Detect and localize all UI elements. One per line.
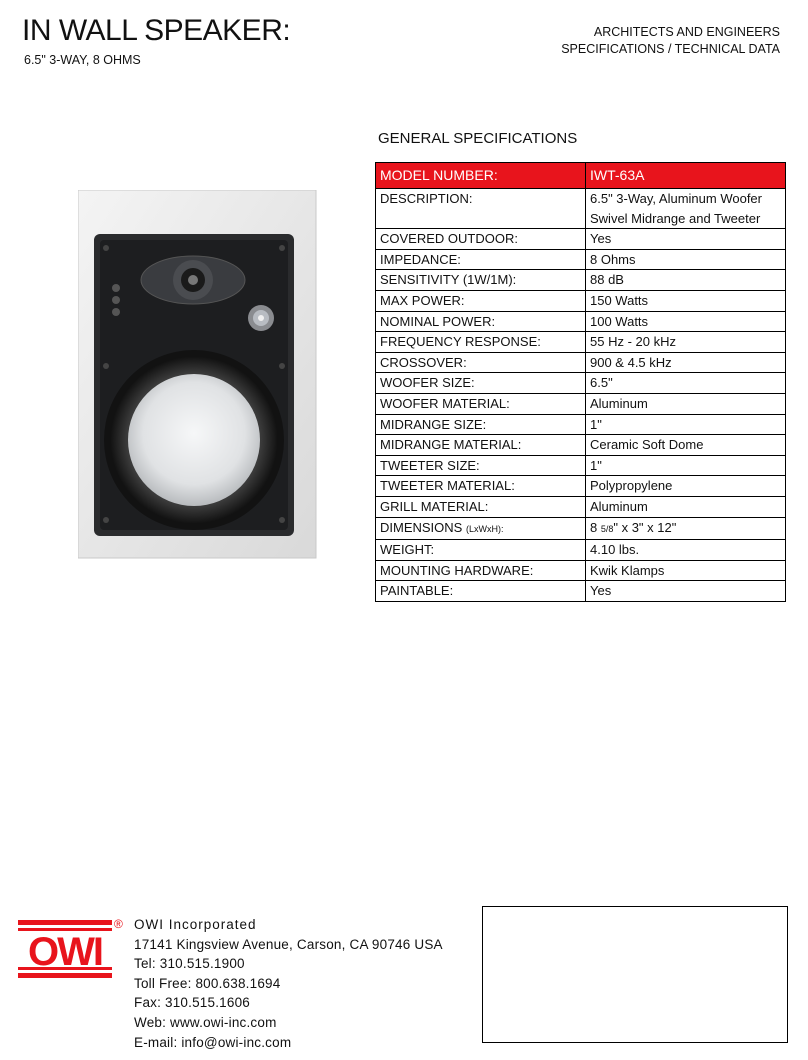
- table-row: [376, 581, 786, 602]
- table-row: [376, 476, 786, 497]
- spec-value: 150 Watts: [586, 290, 786, 311]
- spec-label: PAINTABLE:: [376, 581, 586, 602]
- section-title: GENERAL SPECIFICATIONS: [378, 130, 578, 147]
- spec-label-unit: (LxWxH):: [465, 523, 504, 534]
- spec-label: TWEETER MATERIAL:: [376, 476, 586, 497]
- spec-label: MIDRANGE MATERIAL:: [376, 435, 586, 456]
- header-right-line-2: SPECIFICATIONS / TECHNICAL DATA: [561, 42, 780, 56]
- spec-label: CROSSOVER:: [376, 352, 586, 373]
- speaker-product-image: [78, 190, 318, 560]
- page-subtitle: 6.5" 3-WAY, 8 OHMS: [24, 53, 141, 67]
- spec-value-rest: " x 3" x 12": [613, 519, 677, 535]
- table-row: [376, 393, 786, 414]
- model-number-value: IWT-63A: [586, 163, 786, 189]
- spec-value: Polypropylene: [586, 476, 786, 497]
- spec-value: Kwik Klamps: [586, 560, 786, 581]
- spec-label: COVERED OUTDOOR:: [376, 229, 586, 250]
- spec-value-whole: 8: [590, 519, 601, 535]
- spec-value: 8 Ohms: [586, 249, 786, 270]
- company-fax: Fax: 310.515.1606: [134, 995, 250, 1011]
- spec-label: FREQUENCY RESPONSE:: [376, 332, 586, 353]
- table-row: [376, 560, 786, 581]
- spec-value: 6.5": [586, 373, 786, 394]
- spec-value: Ceramic Soft Dome: [586, 435, 786, 456]
- spec-label: WEIGHT:: [376, 540, 586, 561]
- spec-label: [376, 517, 586, 540]
- spec-label: WOOFER MATERIAL:: [376, 393, 586, 414]
- table-row: [376, 435, 786, 456]
- table-row: [376, 332, 786, 353]
- spec-label: IMPEDANCE:: [376, 249, 586, 270]
- document-type-header: [561, 24, 780, 58]
- spec-value: 100 Watts: [586, 311, 786, 332]
- spec-value-fraction: 5/8: [600, 523, 614, 534]
- spec-label: MOUNTING HARDWARE:: [376, 560, 586, 581]
- spec-value-line-2: Swivel Midrange and Tweeter: [590, 210, 761, 226]
- spec-label: TWEETER SIZE:: [376, 455, 586, 476]
- spec-value: 88 dB: [586, 270, 786, 291]
- table-row: [376, 414, 786, 435]
- model-number-label: MODEL NUMBER:: [376, 163, 586, 189]
- company-web: Web: www.owi-inc.com: [134, 1014, 277, 1030]
- company-address: 17141 Kingsview Avenue, Carson, CA 90746 USA: [134, 936, 443, 952]
- table-row: [376, 290, 786, 311]
- spec-label: DESCRIPTION:: [376, 189, 586, 229]
- spec-value: 4.10 lbs.: [586, 540, 786, 561]
- table-row: [376, 540, 786, 561]
- table-row: [376, 517, 786, 540]
- page-title: IN WALL SPEAKER:: [22, 14, 291, 47]
- table-row: [376, 455, 786, 476]
- spec-value: 900 & 4.5 kHz: [586, 352, 786, 373]
- spec-label-text: DIMENSIONS: [380, 519, 463, 535]
- logo-text: OWI: [28, 930, 102, 974]
- spec-label: GRILL MATERIAL:: [376, 496, 586, 517]
- spec-value: 1": [586, 414, 786, 435]
- spec-value: 1": [586, 455, 786, 476]
- company-toll-free: Toll Free: 800.638.1694: [134, 975, 281, 991]
- spec-value: Aluminum: [586, 496, 786, 517]
- spec-value: Aluminum: [586, 393, 786, 414]
- company-name: OWI Incorporated: [134, 917, 257, 932]
- header-right-line-1: ARCHITECTS AND ENGINEERS: [593, 25, 780, 39]
- table-row: [376, 311, 786, 332]
- table-row: [376, 496, 786, 517]
- spec-value: 55 Hz - 20 kHz: [586, 332, 786, 353]
- spec-table: [375, 162, 786, 602]
- spec-label: MIDRANGE SIZE:: [376, 414, 586, 435]
- notes-box: [482, 906, 788, 1043]
- table-row: [376, 249, 786, 270]
- spec-value: Yes: [586, 581, 786, 602]
- table-row: [376, 352, 786, 373]
- spec-value: [586, 517, 786, 540]
- registered-mark: ®: [114, 917, 123, 931]
- contact-info: [134, 915, 443, 1052]
- company-tel: Tel: 310.515.1900: [134, 956, 245, 972]
- table-row: [376, 270, 786, 291]
- spec-label: SENSITIVITY (1W/1M):: [376, 270, 586, 291]
- spec-value-line-1: 6.5" 3-Way, Aluminum Woofer: [590, 191, 762, 206]
- spec-value: [586, 189, 786, 229]
- spec-label: NOMINAL POWER:: [376, 311, 586, 332]
- table-row: [376, 229, 786, 250]
- spec-header-row: [376, 163, 786, 189]
- company-email: E-mail: info@owi-inc.com: [134, 1034, 292, 1050]
- table-row: [376, 189, 786, 229]
- spec-label: WOOFER SIZE:: [376, 373, 586, 394]
- owi-logo: [18, 920, 112, 978]
- spec-label: MAX POWER:: [376, 290, 586, 311]
- spec-value: Yes: [586, 229, 786, 250]
- table-row: [376, 373, 786, 394]
